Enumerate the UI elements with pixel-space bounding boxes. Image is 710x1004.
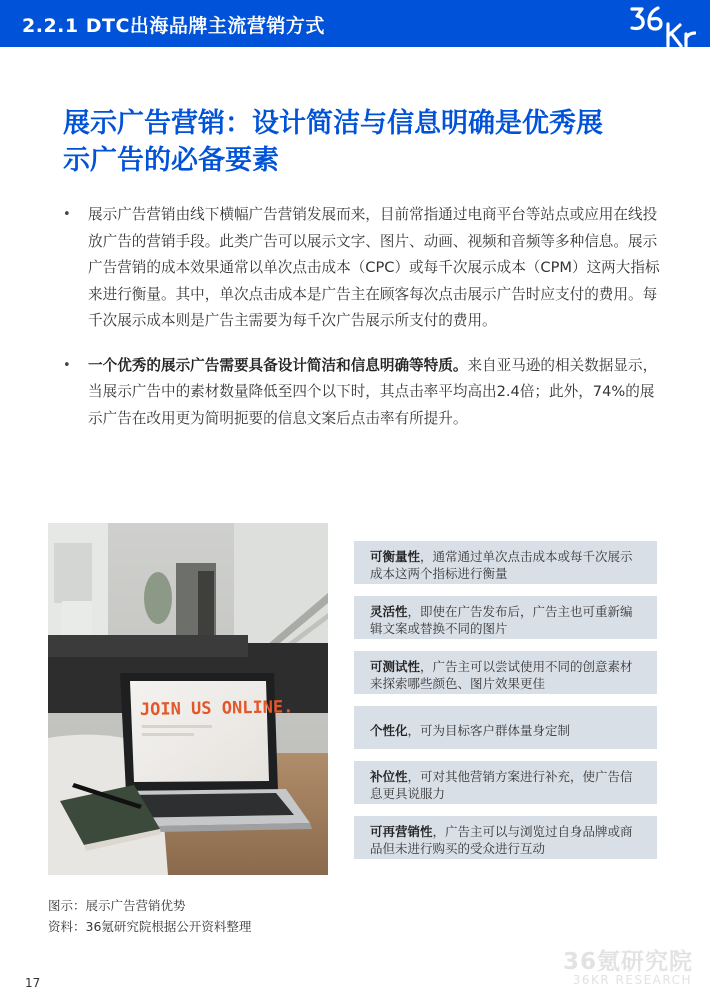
feature-name: 可再营销性 — [370, 824, 433, 839]
main-heading-line-1: 展示广告营销：设计简洁与信息明确是优秀展 — [63, 108, 603, 139]
bullet-list — [63, 202, 663, 432]
feature-list — [354, 541, 657, 859]
feature-desc: ，广告主可以尝试使用不同的创意素材来探索哪些颜色、图片效果更佳 — [370, 659, 633, 691]
bullet-item-design-qualities — [63, 353, 663, 433]
bullet-text: 来自亚马逊的相关数据显示，当展示广告中的素材数量降低至四个以下时，其点击率平均高出2.4倍；此外，74%的展示广告在改用更为简明扼要的信息文案后点击率有所提升。 — [88, 356, 658, 427]
watermark-cn: 36氪研究院 — [562, 949, 693, 975]
feature-personalization — [354, 706, 657, 749]
feature-name: 个性化 — [370, 722, 408, 738]
laptop-photo-illustration — [48, 523, 328, 875]
feature-complementarity — [354, 761, 657, 804]
main-heading — [63, 105, 663, 179]
header-bar — [0, 0, 710, 47]
bullet-dot: • — [63, 207, 71, 222]
feature-measurability — [354, 541, 657, 584]
bullet-bold-text: 一个优秀的展示广告需要具备设计简洁和信息明确等特质。 — [88, 356, 468, 374]
watermark-en: 36KR RESEARCH — [572, 973, 692, 987]
feature-testability — [354, 651, 657, 694]
section-title: 2.2.1 DTC出海品牌主流营销方式 — [22, 15, 325, 37]
feature-flexibility — [354, 596, 657, 639]
figure-caption — [48, 895, 251, 937]
feature-name: 补位性 — [370, 769, 408, 784]
bullet-dot: • — [63, 357, 71, 373]
feature-desc: ，广告主可以与浏览过自身品牌或商品但未进行购买的受众进行互动 — [370, 824, 633, 856]
laptop-photo — [48, 523, 328, 875]
page-number: 17 — [25, 976, 41, 990]
bullet-text: 展示广告营销由线下横幅广告营销发展而来，目前常指通过电商平台等站点或应用在线投放广告的营销手段。此类广告可以展示文字、图片、动画、视频和音频等多种信息。展示广告营销的成本效果通常以单次点击成本（CPC）或每千次展示成本（CPM）这两大指标来进行衡量。其中，单次点击成本是广告主在顾客每次点击展示广告时应支付的费用。每千次展示成本则是广告主需要为每千次广告展示所支付的费用。 — [88, 206, 660, 329]
feature-name: 可衡量性 — [370, 549, 421, 564]
feature-desc: ，通常通过单次点击成本或每千次展示成本这两个指标进行衡量 — [370, 549, 633, 581]
main-heading-line-2: 示广告的必备要素 — [63, 145, 279, 176]
bullet-item-cost-metrics — [63, 202, 663, 335]
laptop-screen-text: JOIN US ONLINE. — [139, 697, 294, 720]
feature-name: 灵活性 — [370, 604, 408, 619]
feature-desc: ，即使在广告发布后，广告主也可重新编辑文案或替换不同的图片 — [370, 604, 633, 636]
source-label: 资料：36氪研究院根据公开资料整理 — [48, 919, 252, 934]
feature-remarketing — [354, 816, 657, 859]
figure-label: 图示：展示广告营销优势 — [48, 898, 186, 913]
feature-desc: ，可对其他营销方案进行补充，使广告信息更具说服力 — [370, 769, 633, 801]
feature-name: 可测试性 — [370, 659, 421, 674]
36kr-logo-icon — [628, 0, 696, 47]
feature-desc: ，可为目标客户群体量身定制 — [407, 722, 571, 738]
